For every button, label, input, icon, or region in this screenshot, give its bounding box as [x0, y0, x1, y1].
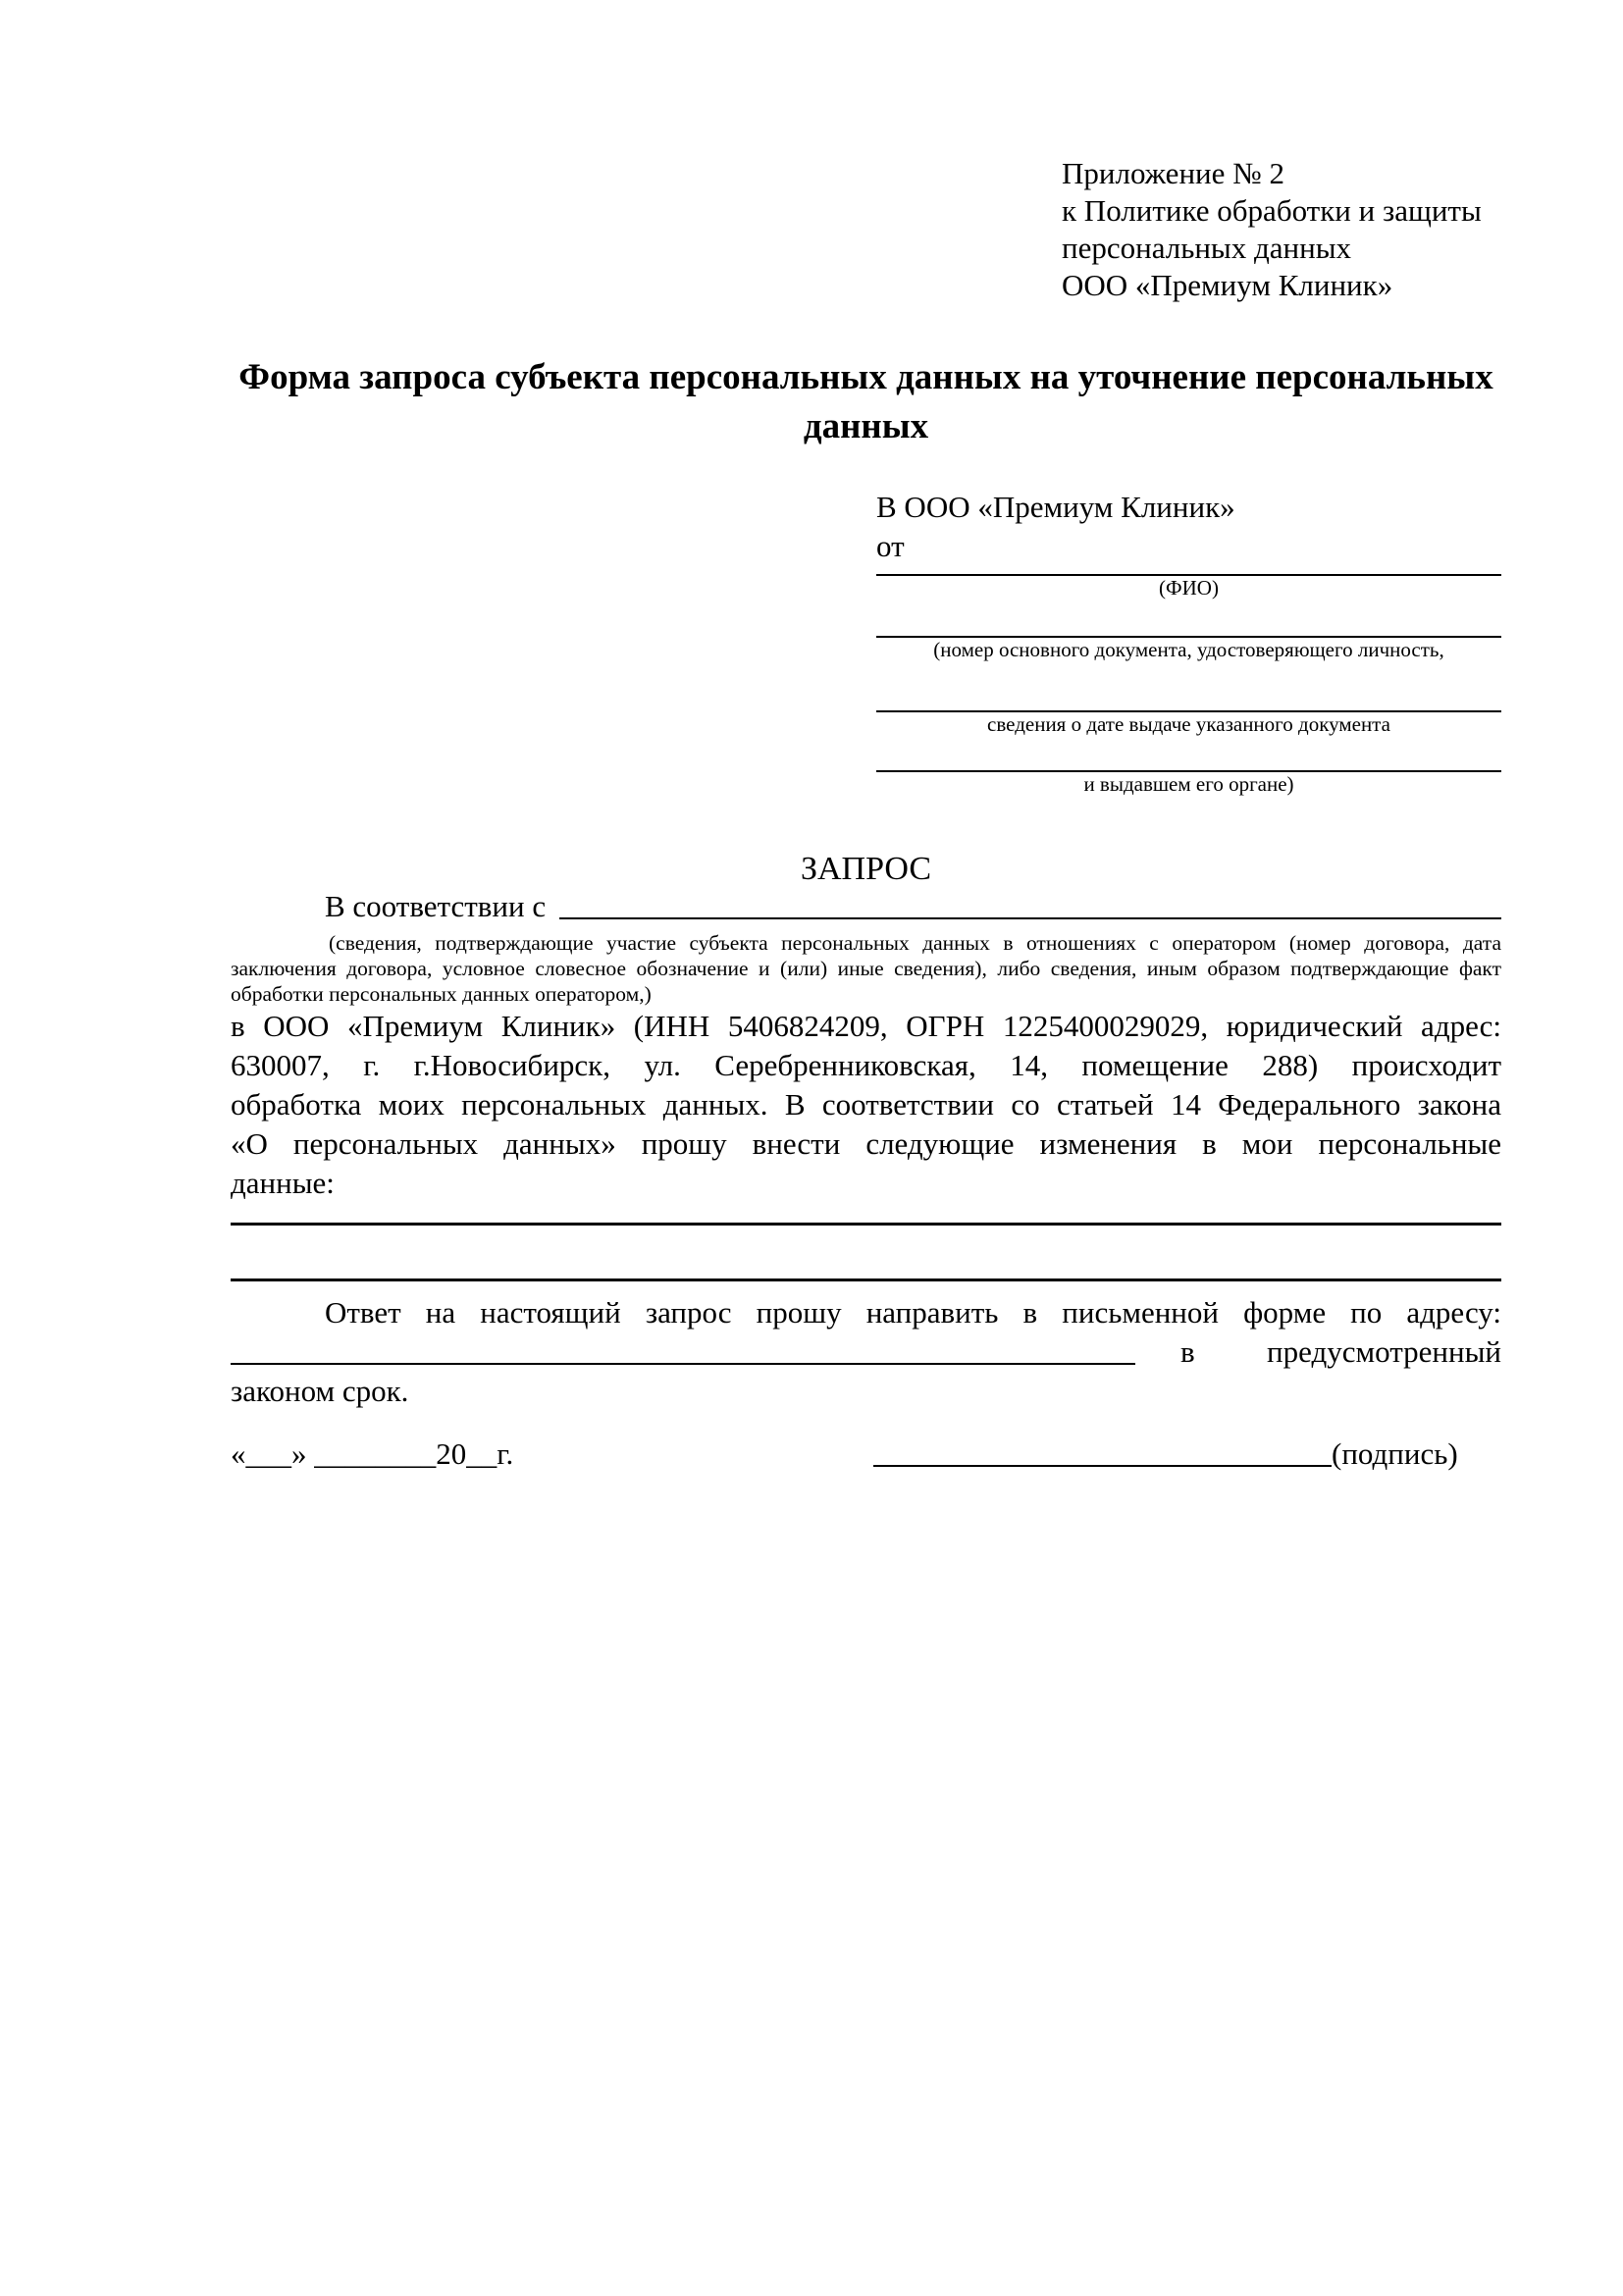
reply-address-line — [231, 1332, 1501, 1372]
basis-field-line — [559, 887, 1501, 919]
intro-text: В соответствии с — [325, 889, 547, 923]
note-line-2: заключения договора, условное словесное обозначение и (или) иные сведения), либо сведения, иным образом подтверждающие факт — [231, 957, 1501, 980]
request-heading: ЗАПРОС — [800, 851, 932, 887]
body-line-3: обработка моих персональных данных. В соответствии со статьей 14 Федерального закона — [231, 1087, 1501, 1122]
appendix-header-line-4: ООО «Премиум Клиник» — [1062, 268, 1393, 302]
issue-date-field-line — [876, 703, 1501, 712]
note-paragraph — [231, 930, 1501, 1007]
signature-field-line — [873, 1435, 1332, 1467]
note-line-1: (сведения, подтверждающие участие субъекта персональных данных в отношениях с оператором (номер договора, дата — [329, 931, 1501, 955]
reply-word-1: в — [1180, 1334, 1195, 1369]
signature-label: (подпись) — [1332, 1436, 1458, 1471]
issuing-authority-field-line — [876, 762, 1501, 772]
changes-field-line-1 — [231, 1223, 1501, 1226]
body-line-1: в ООО «Премиум Клиник» (ИНН 5406824209, ОГРН 1225400029029, юридический адрес: — [231, 1009, 1501, 1043]
document-number-field-label: (номер основного документа, удостоверяющего личность, — [933, 638, 1444, 661]
addressee-from-label: от — [876, 529, 905, 563]
address-field-line — [231, 1332, 1135, 1365]
document-number-field-line — [876, 628, 1501, 638]
issue-date-field-label: сведения о дате выдаче указанного документа — [987, 712, 1390, 736]
signature-group — [873, 1435, 1458, 1474]
appendix-header-line-3: персональных данных — [1062, 231, 1352, 265]
reply-word-2: предусмотренный — [1267, 1334, 1501, 1369]
reply-line-1: Ответ на настоящий запрос прошу направить в письменной форме по адресу: — [325, 1295, 1501, 1330]
changes-field-line-2 — [231, 1278, 1501, 1281]
appendix-header-line-1: Приложение № 2 — [1062, 156, 1284, 190]
fio-field-label: (ФИО) — [1159, 576, 1219, 600]
reply-paragraph — [231, 1293, 1501, 1411]
body-line-2: 630007, г. г.Новосибирск, ул. Серебренниковская, 14, помещение 288) происходит — [231, 1048, 1501, 1082]
fio-field-line — [876, 566, 1501, 576]
intro-line — [231, 887, 1501, 926]
date-signature-row — [231, 1435, 1501, 1480]
addressee-organization: В ООО «Премиум Клиник» — [876, 490, 1235, 524]
body-line-4: «О персональных данных» прошу внести следующие изменения в мои персональные — [231, 1126, 1501, 1161]
note-line-3: обработки персональных данных оператором,) — [231, 982, 652, 1006]
appendix-header-line-2: к Политике обработки и защиты — [1062, 193, 1482, 228]
appendix-header — [1062, 155, 1482, 304]
body-paragraph — [231, 1007, 1501, 1203]
addressee-block — [876, 488, 1501, 796]
document-title: Форма запроса субъекта персональных данных на уточнение персональных данных — [238, 357, 1493, 446]
date-field: «___» ________20__г. — [231, 1436, 514, 1471]
body-line-5: данные: — [231, 1166, 335, 1200]
reply-line-3: законом срок. — [231, 1374, 409, 1408]
issuing-authority-field-label: и выдавшем его органе) — [1083, 772, 1294, 796]
